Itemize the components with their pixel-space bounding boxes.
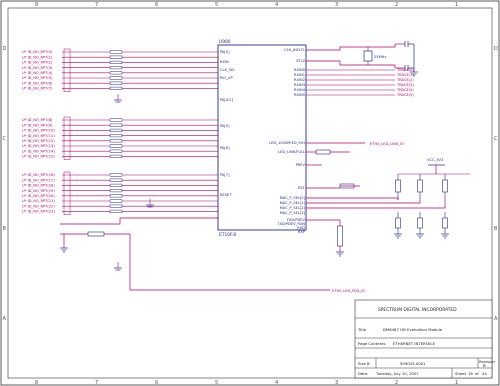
left-parts-group [64,49,154,270]
title-block-rev-label: Revision [479,359,495,364]
series-resistor [110,61,122,64]
series-resistor [110,189,122,192]
frame-row-label: B [494,226,498,232]
mac-sel-wiring [306,186,445,208]
chip-pin-right: LED_100SPEED_IOH [269,141,305,146]
frame-col-label: 6 [155,380,159,386]
left-net-label: U* ID_NO_RPT(10) [22,128,55,133]
led-net-label-2: ETH0_LED_FDX_IO [332,289,366,293]
chip-pin-right: PREV [295,163,305,168]
txrx-resistor [338,226,343,246]
right-net-label: TRACE(2) [397,78,414,83]
series-resistor [110,195,122,198]
chip-pin-right: RXIN1 [294,73,305,78]
frame-col-label: 5 [215,380,219,386]
series-resistor [110,56,122,59]
left-net-label: U* ID_NO_RPT(23) [22,209,55,214]
right-net-label: TRACE(5) [397,93,414,98]
chip-pin-right: RXIN2 [294,78,305,83]
left-net-group [22,50,55,213]
chip-pin-right: RXIN3 [294,83,305,88]
chip-pin-right: RXIN5 [294,93,305,98]
vcc-rail [427,158,445,174]
chip-pin-right: XTL2 [296,59,305,64]
led-net-label: ETH0_LED_LINK_IO [370,142,404,146]
frame-row-label: C [2,136,6,142]
chip-pin-right: RXD [297,226,305,231]
chip-part: ET10F.8 [219,233,237,238]
chip-ref: U900 [219,40,231,45]
title-block-total: 44 [482,371,487,376]
pullup-resistors [396,174,471,234]
title-block-revision: B [483,363,486,368]
series-resistor [110,155,122,158]
chip-pin-right: MAC_P_SEL[1] [279,201,305,206]
chip-pin-left: PA[7] [220,173,230,178]
chip-pin-right: RXIN4 [294,88,305,93]
frame-row-label: B [2,226,6,232]
frame-col-label: 6 [155,2,159,8]
left-net-label: U* ID_NO_RPT(20) [22,194,55,198]
title-block-size-label: Size B [358,361,370,366]
title-block-date-label: Date: [358,371,369,376]
ground-symbol-txrx [336,252,344,256]
chip-pin-right: MAC_P_SEL[3] [279,211,305,216]
title-block-sheet-label: Sheet [455,371,466,376]
series-resistor [110,124,122,127]
frame-col-label: 4 [275,380,279,386]
left-net-label: U* ID_NO_RPT(5) [22,76,53,81]
right-net-label: TRACE(0) [397,68,414,73]
title-block-page-contents: ETHERNET INTERFACE [393,341,436,346]
left-net-label: U* ID_NO_RPT(19) [22,188,55,193]
crystal-freq: 25MHz [374,55,387,59]
frame-col-label: 4 [275,2,279,8]
chip-pin-left: PA[4:2] [220,98,233,103]
series-resistor [110,77,122,80]
frame-col-label: 8 [35,2,39,8]
frame-row-labels-left [3,46,7,322]
right-net-label: TRACE(4) [397,88,414,93]
left-net-label: U* ID_NO_RPT(2) [22,60,53,65]
bus-bracket [64,49,70,92]
frame-col-label: 3 [335,380,339,386]
series-resistor [110,134,122,137]
frame-col-label: 7 [95,2,99,8]
left-trace-group [62,51,218,213]
right-net-label: TRACE(1) [397,73,414,78]
frame-col-label: 7 [95,380,99,386]
title-block-date: Tuesday, July 10, 2007 [376,371,419,376]
frame-col-label: 3 [335,2,339,8]
chip-pin-left: PIO_UP [220,76,233,81]
series-resistor [110,51,122,54]
left-net-label: U* ID_NO_RPT(11) [22,133,55,138]
led-wiring [306,143,365,165]
left-net-label: U* ID_NO_RPT(18) [22,183,55,188]
reset-resistors [88,232,104,236]
series-resistor [110,66,122,69]
left-net-label: U* ID_NO_RPT(4) [22,71,53,75]
frame-column-labels-top [35,2,458,8]
series-resistor [110,210,122,213]
series-resistor [110,200,122,203]
txrx-wiring [306,220,340,252]
series-resistor [110,145,122,148]
reset-wiring [60,218,218,234]
right-net-label: TRACE(3) [397,83,414,88]
chip-pin-left: PA[0] [220,50,230,55]
chip-pin-right: TXD/PDEV_RXN [277,222,305,227]
left-net-label: U* ID_NO_RPT(22) [22,204,55,209]
bottom-net-wiring [130,234,330,290]
left-net-label: U* ID_NO_RPT(9) [22,123,53,128]
series-resistor [110,87,122,90]
frame-col-label: 8 [35,380,39,386]
left-net-label: U* ID_NO_RPT(1) [22,55,53,60]
frame-col-label: 2 [395,2,399,8]
left-net-label: U* ID_NO_RPT(8) [22,118,53,123]
chip-pin-right: MAC_P_SEL[0] [279,196,305,201]
series-resistor [110,119,122,122]
chip-pin-right: TXD/PDEV [286,218,305,223]
frame-row-label: C [494,136,498,142]
ground-symbol-left [60,234,68,252]
left-net-label: U* ID_NO_RPT(0) [22,50,53,55]
frame-col-label: 1 [455,380,459,386]
chip-pin-right: CLK_INCLTL [284,48,305,53]
chip-pin-right: MAC_P_SEL[2] [279,206,305,211]
chip-pin-left: RESET [220,193,232,198]
title-block-title-label: Title [358,327,367,332]
chip-pin-left: RXIN [220,60,229,65]
chip-pin-right: RXP [297,230,305,235]
crystal-wiring [306,44,405,68]
ground-symbols-right [394,234,449,238]
vcc-label: VCC_3V3 [427,158,444,162]
left-net-label: U* ID_NO_RPT(7) [22,86,53,91]
frame-row-label: A [494,316,498,322]
bus-bracket [64,117,70,160]
frame-col-label: 1 [455,2,459,8]
right-net-group [306,68,414,97]
series-resistor [110,179,122,182]
left-net-label: U* ID_NO_RPT(17) [22,178,55,183]
bus-bracket [64,172,70,215]
crystal [364,47,386,65]
title-block-sheet: 16 [468,371,473,376]
left-net-label: U* ID_NO_RPT(16) [22,173,55,178]
series-resistor [110,205,122,208]
series-resistor [110,184,122,187]
series-resistor [110,72,122,75]
left-net-label: U* ID_NO_RPT(14) [22,149,55,154]
frame-row-label: A [2,316,6,322]
left-net-label: U* ID_NO_RPT(12) [22,139,55,143]
title-block-title: DM6467 HD Evaluation Module [383,327,443,332]
frame-col-label: 2 [395,380,399,386]
title-block-company: SPECTRUM DIGITAL INCORPORATED [378,308,457,313]
chip-pin-right: RXIN0 [294,68,305,73]
chip-pin-left: CLK_SEL [220,68,236,73]
frame-row-labels-right [494,46,498,322]
chip-pin-right: RST [298,186,305,191]
left-net-label: U* ID_NO_RPT(21) [22,199,55,204]
title-block-doc-number: 509043-0001 [400,361,426,366]
chip-pin-left: PA[6] [220,146,230,151]
frame-row-label: D [2,46,7,52]
left-net-label: U* ID_NO_RPT(15) [22,154,55,159]
left-net-label: U* ID_NO_RPT(13) [22,144,55,149]
chip-pin-left: PA[5] [220,124,230,129]
title-block-of-label: of [475,371,479,376]
series-resistor [110,129,122,132]
title-block-page-label: Page Contents [358,341,386,346]
series-resistor [110,140,122,143]
led-resistor [316,150,330,154]
frame-col-label: 5 [215,2,219,8]
series-resistor [110,82,122,85]
series-resistor [110,174,122,177]
series-resistor [110,150,122,153]
chip-pin-right: LED_LINK/FULL [278,150,305,155]
frame-row-label: D [494,46,498,52]
left-net-label: U* ID_NO_RPT(6) [22,81,53,86]
left-net-label: U* ID_NO_RPT(3) [22,65,53,70]
